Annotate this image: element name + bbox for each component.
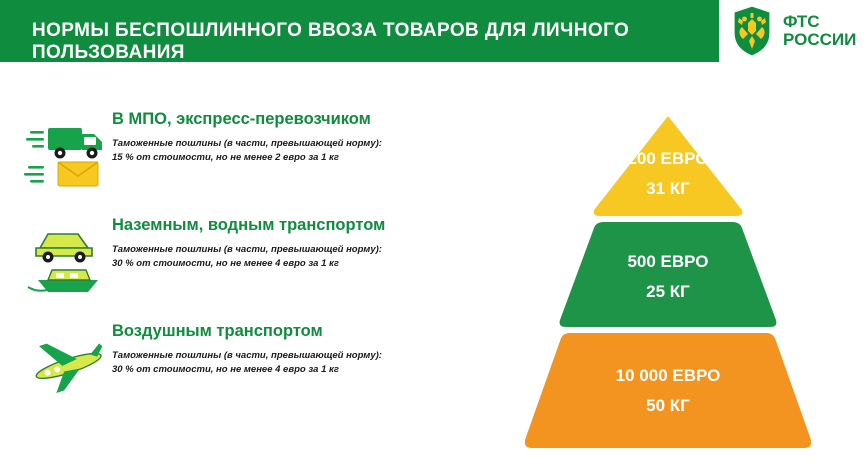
category-text bbox=[112, 110, 462, 164]
category-item bbox=[0, 216, 470, 322]
tier-amount: 200 ЕВРО bbox=[627, 149, 709, 168]
fts-logo-line1: ФТС bbox=[783, 12, 820, 31]
car-icon bbox=[36, 234, 92, 263]
categories-list bbox=[0, 110, 470, 428]
category-note-line2: 30 % от стоимости, но не менее 4 евро за 1 кг bbox=[112, 257, 339, 269]
car-and-boat-icon bbox=[22, 218, 114, 298]
double-headed-eagle-emblem-icon bbox=[729, 5, 775, 57]
category-note-line2: 30 % от стоимости, но не менее 4 евро за 1 кг bbox=[112, 363, 339, 375]
category-note-line1: Таможенные пошлины (в части, превышающей норму): bbox=[112, 350, 382, 361]
page-header bbox=[0, 0, 866, 62]
truck-and-envelope-icon bbox=[22, 112, 114, 192]
envelope-icon bbox=[24, 162, 98, 186]
category-title: В МПО, экспресс-перевозчиком bbox=[112, 110, 371, 128]
category-item bbox=[0, 322, 470, 428]
pyramid-tier-bottom bbox=[470, 333, 866, 448]
pyramid-tier-middle bbox=[470, 222, 866, 327]
category-item bbox=[0, 110, 470, 216]
tier-amount: 10 000 ЕВРО bbox=[615, 365, 721, 385]
category-text bbox=[112, 216, 462, 270]
boat-icon bbox=[28, 270, 98, 292]
airplane-icon bbox=[22, 324, 114, 404]
category-note-line1: Таможенные пошлины (в части, превышающей норму): bbox=[112, 138, 382, 149]
tier-amount: 500 ЕВРО bbox=[627, 251, 709, 271]
category-note-line1: Таможенные пошлины (в части, превышающей норму): bbox=[112, 244, 382, 255]
fts-logo-text bbox=[783, 13, 856, 49]
category-title: Воздушным транспортом bbox=[112, 322, 323, 340]
category-title: Наземным, водным транспортом bbox=[112, 216, 386, 234]
tier-weight: 50 КГ bbox=[646, 395, 690, 415]
tier-weight: 25 КГ bbox=[646, 281, 690, 301]
truck-icon bbox=[26, 128, 102, 159]
page-title: НОРМЫ БЕСПОШЛИННОГО ВВОЗА ТОВАРОВ ДЛЯ ЛИЧНОГО ПОЛЬЗОВАНИЯ bbox=[32, 20, 630, 63]
fts-logo-line2: РОССИИ bbox=[783, 30, 857, 49]
fts-logo bbox=[716, 0, 866, 62]
allowance-pyramid bbox=[470, 110, 866, 450]
category-text bbox=[112, 322, 462, 376]
tier-weight: 31 КГ bbox=[646, 179, 690, 198]
category-note-line2: 15 % от стоимости, но не менее 2 евро за 1 кг bbox=[112, 151, 339, 163]
pyramid-tier-top bbox=[470, 116, 866, 216]
